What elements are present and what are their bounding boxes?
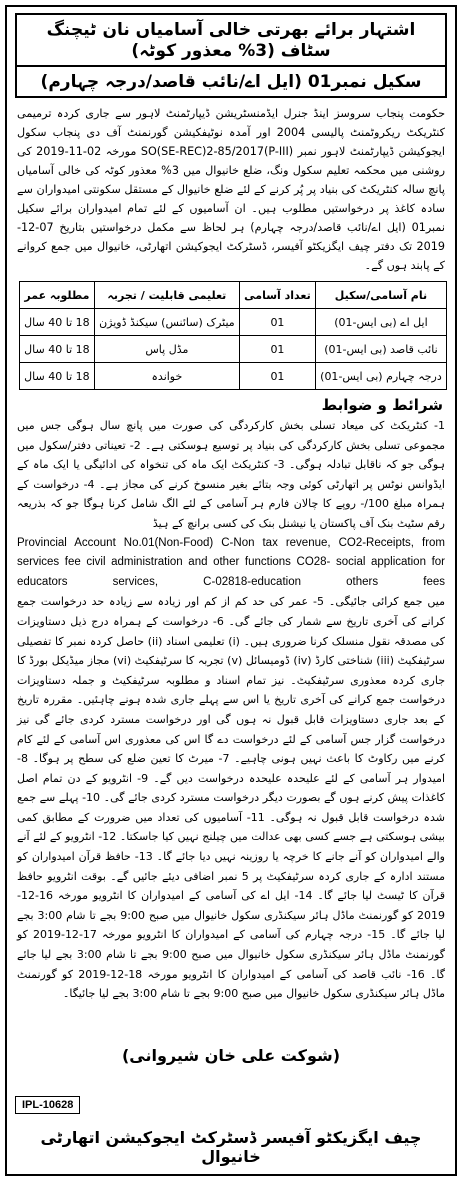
header-age: مطلوبہ عمر <box>20 282 95 309</box>
cell-qualification: میٹرک (سائنس) سیکنڈ ڈویژن <box>94 309 239 336</box>
cell-qualification: مڈل پاس <box>94 336 239 363</box>
cell-post-name: نائب قاصد (بی ایس-01) <box>315 336 446 363</box>
reference-number: IPL-10628 <box>15 1096 80 1114</box>
cell-post-count: 01 <box>239 309 315 336</box>
intro-paragraph: حکومت پنجاب سروسز اینڈ جنرل ایڈمنسٹریشن ڈیپارٹمنٹ لاہور سے جاری کردہ ترمیمی کنٹریکٹ ریکروٹمنٹ پالیسی 2004 اور آمدہ نوٹیفکیشن گورنمنٹ آف دی پنجاب سکول ایجوکیشن ڈیپارٹمنٹ لاہور نمبر SO(SE-REC)2-85/2017(P-III) مورخہ 02-11-2019 کی روشنی میں محکمہ تعلیم سکول ونگ، ضلع خانیوال میں 3% معذور کوٹہ کی خالی آسامیاں پانچ سالہ کنٹریکٹ کی بنیاد پر پُر کرنے کے لئے ضلع خانیوال کے مستقل سکونتی امیدواران سے سادہ کاغذ پر درخواستیں مطلوب ہیں۔ ان آسامیوں کے لئے تمام امیدواران برائے سکیل نمبر01 (ایل اے/نائب قاصد/درجہ چہارم) ہر لحاظ سے مکمل درخواستیں بتاریخ 07-12-2019 تک دفتر چیف ایگزیکٹو آفیسر، ڈسٹرکٹ ایجوکیشن اتھارٹی، خانیوال میں جمع کروانے کے پابند ہوں گے۔ <box>17 107 445 272</box>
signature-block <box>15 1046 447 1166</box>
cell-age: 18 تا 40 سال <box>20 363 95 390</box>
cell-qualification: خواندہ <box>94 363 239 390</box>
cell-post-name: ایل اے (بی ایس-01) <box>315 309 446 336</box>
conditions-paragraph-2: میں جمع کرائی جائیگی۔ 5- عمر کی حد کم از کم اور زیادہ سے زیادہ حد درخواست جمع کرانے کی آخری تاریخ سے شمار کی جائے گی۔ 6- درخواست کے ہمراہ درج ذیل دستاویزات کی مصدقہ نقول منسلک کرنا ضروری ہیں۔ (i) تعلیمی اسناد (ii) حاصل کردہ نمبر کا تفصیلی سرٹیفکیٹ (iii) شناختی کارڈ (iv) ڈومیسائل (v) تجربہ کا سرٹیفکیٹ (vi) مجاز میڈیکل بورڈ کا جاری کردہ معذوری سرٹیفکیٹ۔ نیز تمام اسناد و مطلوبہ سرٹیفکیٹ و جملہ دستاویزات درخواست جمع کرانے کی آخری تاریخ یا اس سے پہلے جاری شدہ ہونے چاہئیں۔ مقررہ تاریخ کے بعد جاری دستاویزات قابل قبول نہ ہوں گی اور درخواست مسترد کردی جائے گی نیز درخواست گزار جس آسامی کے لئے درخواست دے گا اس کی معذوری اس آسامی کے لئے کام کرنے میں رکاوٹ کا باعث نہیں ہونی چاہیے۔ 7- میرٹ کا تعین ضلع کی سطح پر ہوگا۔ 8- امیدوار ہر آسامی کے لئے علیحدہ علیحدہ درخواست دیں گے۔ 9- انٹرویو کے دن تمام اصل کاغذات پیش کرنے ہوں گے بصورت دیگر درخواست مسترد کردی جائے گی۔ 10- پہلے سے جمع شدہ درخواست قابل قبول نہ ہوگی۔ 11- آسامیوں کی تعداد میں ضرورت کے مطابق کمی بیشی ہوسکتی ہے جسے کسی بھی عدالت میں چیلنج نہیں کیا جاسکتا۔ 12- انٹرویو کے لئے آنے والے امیدواران کو آنے جانے کا خرچہ یا روزینہ نہیں دیا جائے گا۔ 13- حافظ قرآن امیدواران کو مستند ادارہ کے جاری کردہ سرٹیفکیٹ پر 5 نمبر اضافی دیئے جائیں گے۔ بوقت انٹرویو حافظ قرآن کا ٹیسٹ لیا جائے گا۔ 14- ایل اے کی آسامی کے امیدواران کا انٹرویو مورخہ 16-12-2019 کو گورنمنٹ ماڈل ہائر سیکنڈری سکول خانیوال میں صبح 9:00 بجے تا شام 3:00 بجے لیا جائے گا۔ 15- درجہ چہارم کی آسامی کے امیدواران کا انٹرویو مورخہ 17-12-2019 کو گورنمنٹ ماڈل ہائر سیکنڈری سکول خانیوال میں صبح 9:00 بجے تا شام 3:00 بجے لیا جائے گا۔ 16- نائب قاصد کی آسامی کے امیدواران کا انٹرویو مورخہ 18-12-2019 کو گورنمنٹ ماڈل ہائر سیکنڈری سکول خانیوال میں صبح 9:00 بجے تا شام 3:00 بجے لیا جائیگا۔ <box>17 595 446 1001</box>
ad-subtitle: سکیل نمبر01 (ایل اے/نائب قاصد/درجہ چہارم) <box>40 72 422 92</box>
signatory-name: (شوکت علی خان شیروانی) <box>121 1046 341 1065</box>
cell-post-count: 01 <box>239 336 315 363</box>
header-post-name: نام آسامی/سکیل <box>315 282 446 309</box>
signatory-office: چیف ایگزیکٹو آفیسر ڈسٹرکٹ ایجوکیشن اتھارٹی خانیوال <box>40 1128 422 1166</box>
header-post-count: تعداد آسامی <box>239 282 315 309</box>
conditions-account-head: Provincial Account No.01(Non-Food) C-Non tax revenue, CO2-Receipts, from services fee civil administration and other functions CO28- social application for educators services, C-02818-education others fees <box>17 536 445 588</box>
header-qualification: تعلیمی قابلیت / تجربہ <box>94 282 239 309</box>
table-row <box>20 363 447 390</box>
cell-age: 18 تا 40 سال <box>20 336 95 363</box>
conditions-body <box>17 416 445 1004</box>
cell-post-count: 01 <box>239 363 315 390</box>
table-row <box>20 336 447 363</box>
ad-title: اشتہار برائے بھرتی خالی آسامیاں نان ٹیچنگ سٹاف (3% معذور کوٹہ) <box>17 15 445 67</box>
advertisement-page <box>5 5 457 1176</box>
title-box <box>15 13 447 98</box>
table-row <box>20 309 447 336</box>
posts-table <box>19 281 447 390</box>
conditions-heading: شرائط و ضوابط <box>321 396 443 414</box>
cell-age: 18 تا 40 سال <box>20 309 95 336</box>
conditions-paragraph-1: 1- کنٹریکٹ کی میعاد تسلی بخش کارکردگی کی صورت میں پانچ سال ہوگی جس میں مجموعی تسلی بخش کارکردگی کی بنیاد پر توسیع ہوسکتی ہے۔ 2- تعیناتی دفتر/سکول میں ہوگی جو کہ ناقابل تبادلہ ہوگی۔ 3- کنٹریکٹ ایک ماہ کی تنخواہ کی ادائیگی یا ایک ماہ کے ایڈوانس نوٹس پر اتھارٹی کوئی وجہ بتائے بغیر منسوخ کرنے کی مجاز ہے۔ 4- درخواست کے ہمراہ مبلغ 100/- روپے کا چالان فارم ہر آسامی کے لئے الگ شامل کرنا ہوگا جو کہ بذریعہ رقم سٹیٹ بنک آف پاکستان یا نیشنل بنک کی کسی برانچ کے ہیڈ <box>17 419 446 530</box>
posts-table-header-row <box>20 282 447 309</box>
cell-post-name: درجہ چہارم (بی ایس-01) <box>315 363 446 390</box>
